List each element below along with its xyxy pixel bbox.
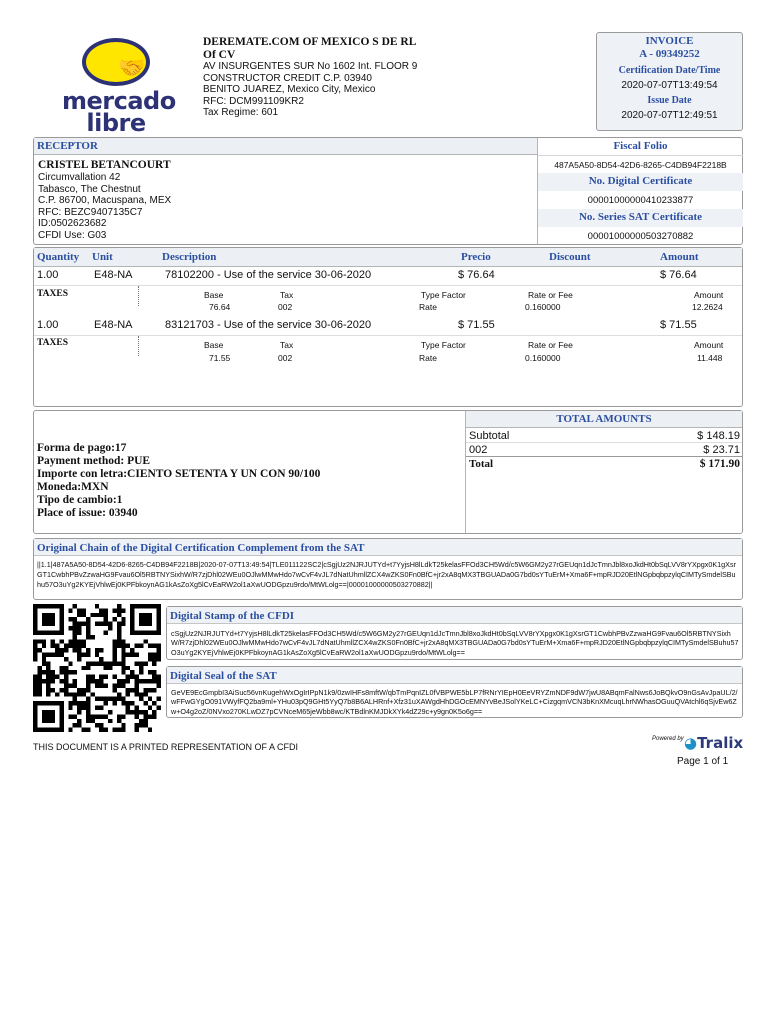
receptor-line-2: Tabasco, The Chestnut bbox=[38, 183, 141, 195]
digital-stamp-title: Digital Stamp of the CFDI bbox=[170, 610, 295, 622]
totals-section bbox=[33, 410, 743, 534]
receptor-label: RECEPTOR bbox=[37, 140, 98, 152]
tax-rate-header: Rate or Fee bbox=[528, 290, 573, 300]
receptor-line-3: C.P. 86700, Macuspana, MEX bbox=[38, 195, 172, 207]
powered-by: Powered by bbox=[652, 736, 684, 742]
receptor-rfc: RFC: BEZC9407135C7 bbox=[38, 206, 143, 218]
digital-cert: 00001000000410233877 bbox=[587, 195, 694, 206]
invoice-number: A - 09349252 bbox=[639, 48, 700, 60]
issuer-name-2: Of CV bbox=[203, 48, 236, 61]
tax-code: 002 bbox=[278, 353, 293, 363]
item-quantity: 1.00 bbox=[37, 269, 59, 281]
digital-stamp-text: cSgjUz2NJRJUTYd+t7YyjsH8lLdkT25kelasFFOd3CH5Wd/c5W6GM2y27rGEUqn1dJcTmnJbl8xoJkdHt0bSqLVV8rYXpgx0K1gXsrGT1CwbhPBvZzwaHG9Fvau6Ol5RBTNYSixhW/R7zjDhl02WEu0OJlwMMwHdo7wCvF4vJL7dNatUhmllZCX4wZKS0Fn0BfC+jr2xA8qMX3TBGUADa0G7bd0sYTuErM+Xma6F+mpRJD20EtlNGpbqbpzylqCIMTySmdelSBuhu57O3uYg2KYEjVhlwEj0KPFbkoynAG1kAsZoXg5lCvEaRW2ol1aXwUODGpzu9rdo/MtWLolg== bbox=[171, 629, 739, 657]
tax-amount-header: Amount bbox=[694, 340, 724, 350]
receptor-id: ID:0502623682 bbox=[38, 218, 107, 230]
tax-code: 002 bbox=[278, 302, 293, 312]
item-price: $ 71.55 bbox=[458, 319, 495, 331]
subtotal-value: $ 148.19 bbox=[697, 430, 740, 442]
receptor-line-1: Circumvallation 42 bbox=[38, 172, 121, 183]
issuer-info bbox=[203, 36, 433, 119]
amount-in-letters: Importe con letra:CIENTO SETENTA Y UN CON 90/100 bbox=[37, 468, 321, 480]
items-section bbox=[33, 247, 743, 407]
tralix-brand: Tralix bbox=[697, 734, 744, 752]
original-chain-section bbox=[33, 538, 743, 600]
item-unit: E48-NA bbox=[94, 269, 133, 281]
item-quantity: 1.00 bbox=[37, 319, 59, 331]
issue-date-label: Issue Date bbox=[647, 95, 692, 106]
issuer-rfc: RFC: DCM991109KR2 bbox=[203, 95, 304, 107]
col-discount: Discount bbox=[549, 251, 591, 263]
issuer-name-1: DEREMATE.COM OF MEXICO S DE RL bbox=[203, 36, 417, 48]
qr-finder-pattern bbox=[130, 604, 161, 635]
tax-type-header: Type Factor bbox=[421, 340, 466, 350]
tax-base-header: Base bbox=[204, 340, 224, 350]
item-description: 83121703 - Use of the service 30-06-2020 bbox=[165, 319, 372, 331]
fiscal-folio: 487A5A50-8D54-42D6-8265-C4DB94F2218B bbox=[554, 160, 727, 170]
place-of-issue: Place of issue: 03940 bbox=[37, 507, 138, 519]
col-price: Precio bbox=[461, 251, 491, 263]
col-quantity: Quantity bbox=[37, 251, 80, 263]
item-price: $ 76.64 bbox=[458, 269, 495, 281]
tax-amount-header: Amount bbox=[694, 290, 724, 300]
total-value: $ 171.90 bbox=[699, 458, 740, 470]
tax-base: 71.55 bbox=[209, 353, 231, 363]
handshake-icon: 🤝 bbox=[82, 38, 150, 86]
digital-stamp-section bbox=[166, 606, 743, 660]
exchange-rate: Tipo de cambio:1 bbox=[37, 494, 123, 506]
digital-seal-title: Digital Seal of the SAT bbox=[170, 670, 277, 682]
item-amount: $ 76.64 bbox=[660, 269, 697, 281]
receptor-header bbox=[34, 138, 537, 155]
issue-date: 2020-07-07T12:49:51 bbox=[621, 110, 718, 121]
tax-base-header: Base bbox=[204, 290, 224, 300]
page-number: Page 1 of 1 bbox=[677, 756, 729, 767]
tax-rate: 0.160000 bbox=[525, 353, 561, 363]
qr-finder-pattern bbox=[33, 701, 64, 732]
payment-method: Payment method: PUE bbox=[37, 455, 151, 467]
payment-form: Forma de pago:17 bbox=[37, 442, 127, 454]
qr-finder-pattern bbox=[33, 604, 64, 635]
tax-total-value: $ 23.71 bbox=[703, 444, 740, 456]
tax-type-header: Type Factor bbox=[421, 290, 466, 300]
tax-tax-header: Tax bbox=[280, 340, 294, 350]
digital-seal-section bbox=[166, 666, 743, 718]
tax-rate: 0.160000 bbox=[525, 302, 561, 312]
qr-code bbox=[33, 604, 161, 732]
digital-seal-text: GeVE9EcGmpbI3AiSuc56vnKugehWxOgIrIPpN1k9/0zwIHFs8mftW/qbTmPqnIZL0fVBPWE5bLP7fRNrYIEpH0EeVRYZmNDF9dW7jwU8ABqmFalNws6JoBQkvO9nGsAvJpaUL/2/wFFwGYgO091VWyfFQ2ba9ml+YHu03pQ9GHt5YyQ7b8B6ALHRnf+Xfz31uXAWgdHhDGOcEMNYvBeJSolYKeLC+CizgqmVCN3bKnXMcuqLhrNWhasOGuuQVAtchl6qSjvEw6Zw+O4g2oZ/0NVxo270KLwDZ7pCVNceM65jeWbb8wc/KTBdlnKMJDkXYk4dZ29c+y9gn0K5o6g== bbox=[171, 688, 738, 716]
tax-type: Rate bbox=[419, 353, 437, 363]
items-header bbox=[34, 248, 742, 267]
item-description: 78102200 - Use of the service 30-06-2020 bbox=[165, 269, 372, 281]
sat-cert: 00001000000503270882 bbox=[587, 231, 694, 242]
mercado-libre-logo bbox=[62, 36, 182, 136]
footer-note: THIS DOCUMENT IS A PRINTED REPRESENTATION OF A CFDI bbox=[33, 742, 299, 752]
fiscal-folio-label: Fiscal Folio bbox=[613, 140, 668, 152]
cert-date: 2020-07-07T13:49:54 bbox=[621, 80, 718, 91]
col-amount: Amount bbox=[660, 251, 699, 263]
issuer-address-2: CONSTRUCTOR CREDIT C.P. 03940 bbox=[203, 72, 372, 84]
issuer-regime: Tax Regime: 601 bbox=[203, 107, 279, 119]
cert-date-label: Certification Date/Time bbox=[618, 65, 721, 76]
tralix-logo bbox=[684, 734, 743, 752]
tax-amount: 12.2624 bbox=[692, 302, 723, 312]
tax-total-label: 002 bbox=[469, 444, 488, 456]
logo-word-1: mercado bbox=[62, 87, 176, 115]
tralix-mark-icon: ◕ bbox=[684, 734, 698, 752]
total-amounts-label: TOTAL AMOUNTS bbox=[556, 413, 652, 425]
item-unit: E48-NA bbox=[94, 319, 133, 331]
tax-amount: 11.448 bbox=[697, 353, 723, 363]
logo-word-2: libre bbox=[86, 109, 146, 137]
original-chain-title: Original Chain of the Digital Certification Complement from the SAT bbox=[37, 542, 365, 554]
tax-tax-header: Tax bbox=[280, 290, 294, 300]
col-unit: Unit bbox=[92, 251, 113, 263]
sat-cert-label: No. Series SAT Certificate bbox=[578, 211, 702, 223]
taxes-label: TAXES bbox=[37, 289, 68, 299]
tax-rate-header: Rate or Fee bbox=[528, 340, 573, 350]
original-chain-text: ||1.1|487A5A50-8D54-42D6-8265-C4DB94F2218B|2020-07-07T13:49:54|TLE011122SC2|cSgjUz2NJRJUTYd+t7YyjsH8lLdkT25kelasFFOd3CH5Wd/c5W6GM2y27rGEUqn1dJcTmnJbl8xoJkdHt0bSqLVV8rYXpgx0K1gXsrGT1CwbhPBvZzwaHG9Fvau6Ol5RBTNYSixhW/R7zjDhl02WEu0OJlwMMwHdo7wCvF4vJL7dNatUhmllZCX4wZKS0Fn0BfC+jr2xA8qMX3TBGUADa0G7bd0sYTuErM+Xma6F+mpRJD20EtlNGpbqbpzylqCIMTySmdelSBuhu57O3uYg2KYEjVhlwEj0KPFbkoynAG1kAsZoXg5lCvEaRW2ol1aXwUODGpzu9rdo/MtWLolg==|00001000000503270882|| bbox=[37, 560, 736, 589]
tax-type: Rate bbox=[419, 302, 437, 312]
currency: Moneda:MXN bbox=[37, 481, 109, 493]
issuer-address-3: BENITO JUAREZ, Mexico City, Mexico bbox=[203, 84, 376, 96]
issuer-address-1: AV INSURGENTES SUR No 1602 Int. FLOOR 9 bbox=[203, 61, 418, 72]
tax-base: 76.64 bbox=[209, 302, 231, 312]
receptor-section bbox=[33, 137, 743, 245]
taxes-label: TAXES bbox=[37, 338, 68, 348]
receptor-cfdi-use: CFDI Use: G03 bbox=[38, 229, 107, 241]
receptor-name: CRISTEL BETANCOURT bbox=[38, 159, 171, 171]
item-amount: $ 71.55 bbox=[660, 319, 697, 331]
col-description: Description bbox=[162, 251, 217, 263]
invoice-box bbox=[596, 32, 743, 131]
total-label: Total bbox=[469, 458, 494, 470]
digital-cert-label: No. Digital Certificate bbox=[588, 175, 693, 187]
invoice-title: INVOICE bbox=[645, 35, 694, 47]
subtotal-label: Subtotal bbox=[469, 430, 510, 442]
